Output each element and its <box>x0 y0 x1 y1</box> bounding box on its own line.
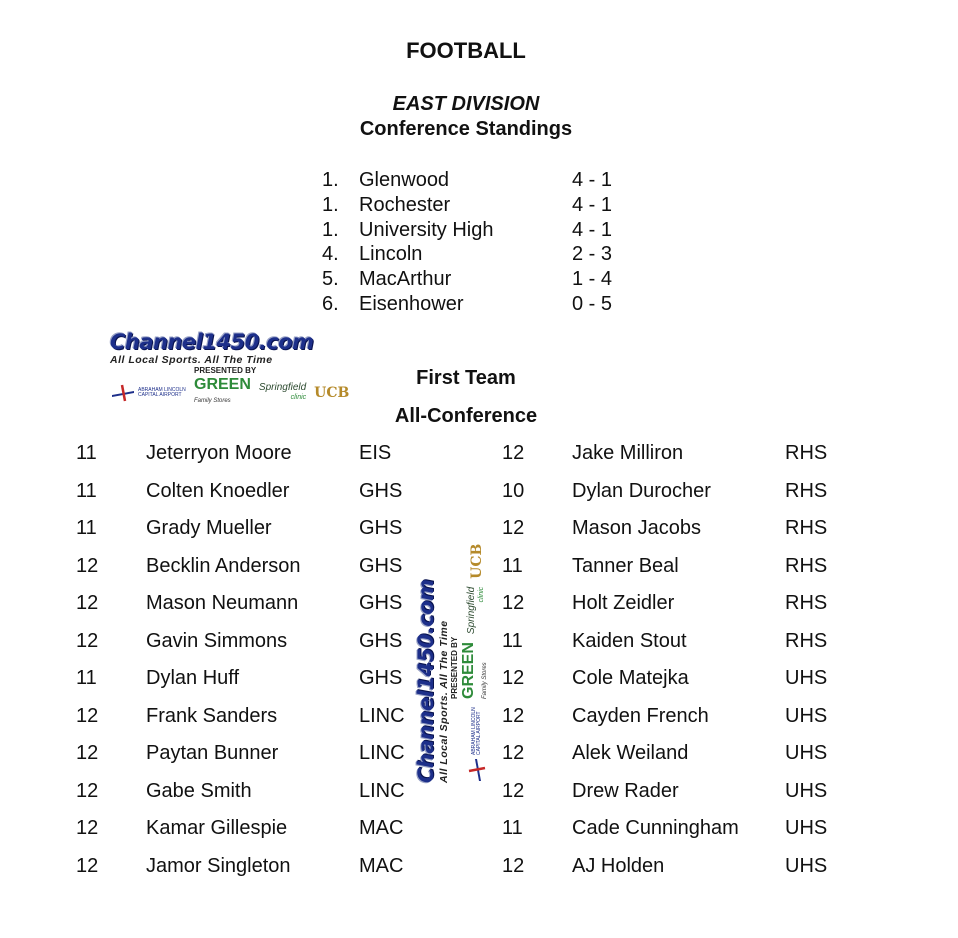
player-name: Dylan Huff <box>146 667 240 689</box>
player-name: Grady Mueller <box>146 517 272 539</box>
player-name: Jeterryon Moore <box>146 442 292 464</box>
player-grade: 12 <box>76 854 99 877</box>
player-school: GHS <box>359 554 403 577</box>
player-name: Drew Rader <box>572 779 679 802</box>
clinic-sub: clinic <box>290 394 307 401</box>
player-grade: 12 <box>502 779 525 802</box>
player-name: Kaiden Stout <box>572 629 687 652</box>
player-school: UHS <box>785 779 828 802</box>
logo-tagline: All Local Sports. All The Time <box>438 620 450 783</box>
player-row <box>502 815 882 853</box>
player-grade: 12 <box>502 592 525 614</box>
player-grade: 12 <box>76 817 99 839</box>
player-grade: 12 <box>76 554 99 577</box>
airport-name: ABRAHAM LINCOLN CAPITAL AIRPORT <box>138 387 186 398</box>
player-school: LINC <box>359 779 405 802</box>
player-school: GHS <box>359 629 403 652</box>
logo-sponsors <box>461 535 493 783</box>
player-grade: 12 <box>76 592 99 614</box>
player-name: Colten Knoedler <box>146 479 290 502</box>
player-name: AJ Holden <box>572 854 665 877</box>
player-row <box>502 703 882 741</box>
player-grade: 12 <box>76 779 99 802</box>
player-row <box>76 590 456 628</box>
green-name: GREEN <box>460 642 477 699</box>
player-school: LINC <box>359 704 405 727</box>
player-row <box>502 440 882 478</box>
standing-record: 4 - 1 <box>572 193 613 216</box>
standing-rank: 1. <box>322 218 339 241</box>
player-school: UHS <box>785 817 828 839</box>
standing-row <box>322 193 642 218</box>
player-row <box>76 853 456 891</box>
standing-rank: 4. <box>322 243 339 266</box>
player-grade: 11 <box>76 667 97 689</box>
player-name: Gabe Smith <box>146 779 252 802</box>
standing-team: University High <box>359 218 494 241</box>
player-row <box>502 478 882 516</box>
player-row <box>502 853 882 891</box>
player-name: Holt Zeidler <box>572 592 675 614</box>
standing-rank: 6. <box>322 292 339 315</box>
standing-team: Eisenhower <box>359 292 464 315</box>
plane-icon <box>467 757 487 783</box>
player-row <box>76 778 456 816</box>
standings-list <box>322 168 642 317</box>
player-name: Cade Cunningham <box>572 817 739 839</box>
standing-row <box>322 242 642 267</box>
standing-team: Lincoln <box>359 243 423 266</box>
standing-record: 4 - 1 <box>572 218 613 241</box>
player-name: Frank Sanders <box>146 704 278 727</box>
player-row <box>76 740 456 778</box>
player-grade: 11 <box>502 817 523 839</box>
standing-rank: 5. <box>322 268 339 291</box>
airport-name: ABRAHAM LINCOLN CAPITAL AIRPORT <box>471 707 482 755</box>
standing-team: MacArthur <box>359 268 452 291</box>
all-conference-team-heading: First Team <box>416 367 516 389</box>
player-name: Becklin Anderson <box>146 554 301 577</box>
green-name: GREEN <box>194 376 251 393</box>
player-row <box>76 478 456 516</box>
player-name: Jamor Singleton <box>146 854 291 877</box>
player-row <box>76 703 456 741</box>
player-school: EIS <box>359 442 392 464</box>
division-title: EAST DIVISION <box>392 93 540 115</box>
player-grade: 12 <box>76 629 99 652</box>
player-school: UHS <box>785 854 828 877</box>
ucb-logo: UCB <box>469 543 485 579</box>
player-row <box>502 778 882 816</box>
standing-record: 0 - 5 <box>572 292 613 315</box>
player-name: Cole Matejka <box>572 667 689 689</box>
clinic-logo <box>467 587 487 634</box>
clinic-name: Springfield <box>258 382 307 393</box>
player-school: UHS <box>785 742 828 764</box>
player-grade: 11 <box>76 517 97 539</box>
player-name: Mason Jacobs <box>572 517 701 539</box>
player-school: LINC <box>359 742 405 764</box>
player-row <box>502 665 882 703</box>
player-name: Alek Weiland <box>572 742 689 764</box>
player-school: RHS <box>785 479 828 502</box>
airport-logo <box>467 707 487 783</box>
player-name: Tanner Beal <box>572 554 679 577</box>
standings-title: Conference Standings <box>359 118 573 140</box>
player-grade: 12 <box>76 704 99 727</box>
player-row <box>76 665 456 703</box>
logo-brand: Channel1450.com <box>110 330 314 354</box>
player-row <box>76 515 456 553</box>
ucb-logo: UCB <box>314 385 350 401</box>
player-school: RHS <box>785 517 828 539</box>
player-school: GHS <box>359 517 403 539</box>
player-name: Gavin Simmons <box>146 629 288 652</box>
player-school: GHS <box>359 667 403 689</box>
player-school: GHS <box>359 592 403 614</box>
player-row <box>76 553 456 591</box>
logo-rotated <box>414 535 496 783</box>
player-row <box>502 590 882 628</box>
standing-record: 4 - 1 <box>572 169 613 191</box>
player-school: RHS <box>785 442 828 464</box>
green-sub: Family Stores <box>194 398 231 404</box>
player-school: MAC <box>359 817 404 839</box>
player-row <box>502 515 882 553</box>
player-name: Cayden French <box>572 704 709 727</box>
standing-rank: 1. <box>322 193 339 216</box>
player-grade: 10 <box>502 479 525 502</box>
logo-brand: Channel1450.com <box>414 579 438 783</box>
player-grade: 12 <box>76 742 99 764</box>
all-conference-heading: All-Conference <box>394 405 538 427</box>
logo-presented-by: PRESENTED BY <box>194 366 257 375</box>
standing-row <box>322 168 642 193</box>
player-grade: 12 <box>502 442 525 464</box>
player-name: Mason Neumann <box>146 592 299 614</box>
green-logo <box>461 642 493 699</box>
standing-record: 1 - 4 <box>572 268 613 291</box>
roster-left <box>76 440 456 890</box>
standing-team: Rochester <box>359 193 451 216</box>
player-grade: 12 <box>502 704 525 727</box>
player-row <box>76 440 456 478</box>
sport-title: FOOTBALL <box>406 38 526 63</box>
player-row <box>502 740 882 778</box>
player-school: RHS <box>785 629 828 652</box>
player-school: MAC <box>359 854 404 877</box>
logo-tagline: All Local Sports. All The Time <box>110 354 273 366</box>
player-grade: 11 <box>76 442 97 464</box>
player-row <box>76 815 456 853</box>
player-school: UHS <box>785 667 828 689</box>
player-grade: 12 <box>502 742 525 764</box>
player-name: Kamar Gillespie <box>146 817 288 839</box>
player-grade: 12 <box>502 517 525 539</box>
player-grade: 12 <box>502 667 525 689</box>
standing-row <box>322 218 642 243</box>
player-grade: 11 <box>502 629 523 652</box>
player-row <box>502 553 882 591</box>
player-name: Paytan Bunner <box>146 742 279 764</box>
player-grade: 11 <box>502 554 523 577</box>
standing-record: 2 - 3 <box>572 243 613 266</box>
clinic-sub: clinic <box>478 586 485 603</box>
channel1450-logo-vertical <box>414 535 496 783</box>
player-grade: 11 <box>76 479 97 502</box>
player-school: GHS <box>359 479 403 502</box>
player-school: RHS <box>785 554 828 577</box>
clinic-name: Springfield <box>466 586 477 635</box>
player-row <box>502 628 882 666</box>
standing-row <box>322 267 642 292</box>
player-name: Dylan Durocher <box>572 479 711 502</box>
player-grade: 12 <box>502 854 525 877</box>
player-name: Jake Milliron <box>572 442 684 464</box>
logo-presented-by: PRESENTED BY <box>450 636 459 699</box>
standing-row <box>322 292 642 317</box>
roster-right <box>502 440 882 890</box>
player-school: RHS <box>785 592 828 614</box>
green-sub: Family Stores <box>482 662 488 699</box>
standing-rank: 1. <box>322 169 339 191</box>
standing-team: Glenwood <box>359 169 450 191</box>
player-school: UHS <box>785 704 828 727</box>
player-row <box>76 628 456 666</box>
